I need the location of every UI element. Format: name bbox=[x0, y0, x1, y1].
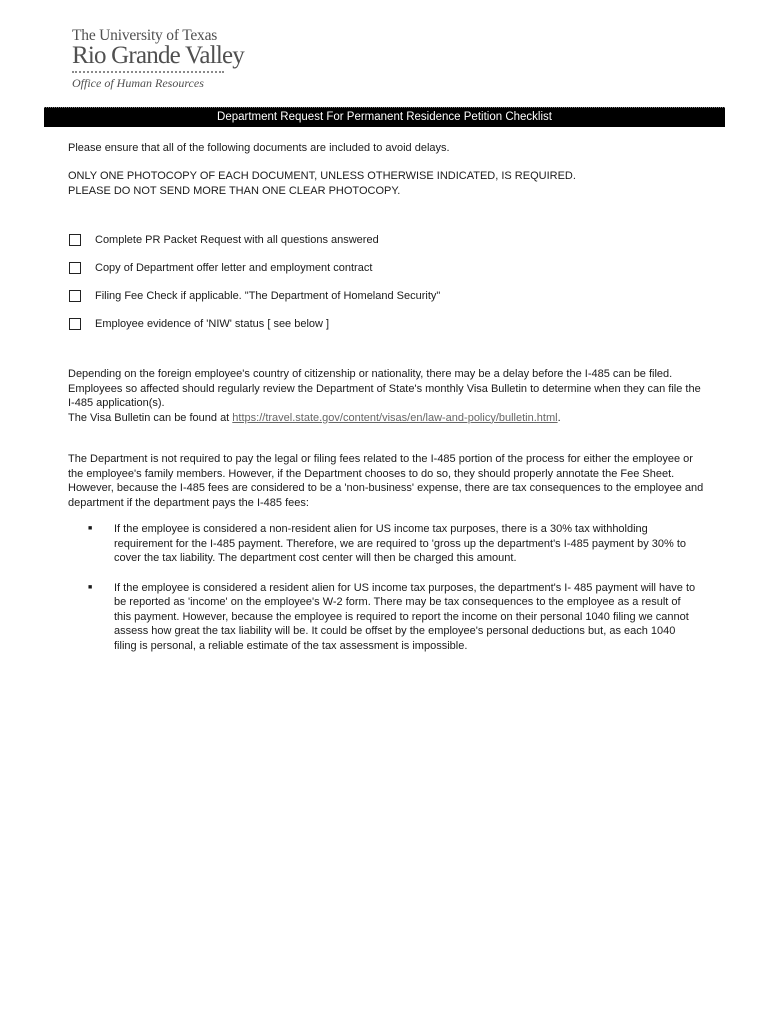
logo-office-text: Office of Human Resources bbox=[72, 76, 204, 90]
bullet-square-icon: ■ bbox=[88, 525, 93, 532]
list-item bbox=[88, 581, 700, 654]
logo-university-text: The University of Texas bbox=[72, 27, 218, 44]
page-title: Department Request For Permanent Residence Petition Checklist bbox=[44, 107, 725, 127]
checkbox[interactable] bbox=[69, 290, 81, 302]
tax-consequence-list bbox=[88, 522, 700, 668]
fees-paragraph: The Department is not required to pay the legal or filing fees related to the I-485 portion of the process for either the employee or the employee's family members. However, if the Department chooses to do so, they should properly annotate the Fee Sheet. However, because the I-485 fees are considered to be a 'non-business' expense, there are tax consequences to the employee and department if the department pays the I-485 fees: bbox=[68, 453, 704, 509]
visa-bulletin-paragraph bbox=[68, 367, 708, 425]
caps-line-2: PLEASE DO NOT SEND MORE THAN ONE CLEAR PHOTOCOPY. bbox=[68, 184, 401, 197]
checkbox[interactable] bbox=[69, 234, 81, 246]
checklist-item bbox=[68, 226, 708, 254]
visa-link-suffix: . bbox=[557, 411, 561, 424]
checkbox[interactable] bbox=[69, 262, 81, 274]
checklist-item-label: Filing Fee Check if applicable. "The Department of Homeland Security" bbox=[95, 290, 441, 302]
caps-line-1: ONLY ONE PHOTOCOPY OF EACH DOCUMENT, UNLESS OTHERWISE INDICATED, IS REQUIRED. bbox=[68, 170, 576, 182]
checklist-item-label: Complete PR Packet Request with all questions answered bbox=[95, 234, 379, 246]
intro-text: Please ensure that all of the following documents are included to avoid delays. bbox=[68, 142, 450, 154]
checklist-item-label: Copy of Department offer letter and employment contract bbox=[95, 262, 373, 274]
photocopy-instructions bbox=[68, 169, 708, 198]
logo-dotted-divider bbox=[72, 71, 224, 73]
visa-link-prefix: The Visa Bulletin can be found at bbox=[68, 411, 233, 424]
checklist-item bbox=[68, 282, 708, 310]
utrgv-logo bbox=[72, 28, 252, 91]
document-checklist bbox=[68, 226, 708, 338]
list-item-text: If the employee is considered a resident alien for US income tax purposes, the department's I- 485 payment will have to be reported as 'income' on the employee's W-2 form. There may be tax consequences to the employee as a result of this payment. However, because the employee is required to report the income on their personal 1040 filing we cannot assess how great the tax liability will be. It could be offset by the employee's personal deductions but, as each 1040 filing is personal, a reliable estimate of the tax assessment is impossible. bbox=[114, 581, 696, 652]
checklist-item bbox=[68, 310, 708, 338]
list-item-text: If the employee is considered a non-resident alien for US income tax purposes, there is a 30% tax withholding requirement for the I-485 payment. Therefore, we are required to 'gross up the department's I-485 payment by 30% to cover the tax liability. The department cost center will then be charged this amount. bbox=[114, 523, 687, 564]
logo-rgv-text: Rio Grande Valley bbox=[72, 42, 245, 69]
bullet-square-icon: ■ bbox=[88, 583, 93, 591]
checkbox[interactable] bbox=[69, 318, 81, 330]
visa-paragraph-text: Depending on the foreign employee's country of citizenship or nationality, there may be a delay before the I-485 can be filed. Employees so affected should regularly review the Department of State's monthly Visa Bulletin to determine when they can file the I-485 application(s). bbox=[68, 368, 701, 409]
list-item bbox=[88, 522, 700, 566]
visa-link-line bbox=[68, 411, 708, 426]
visa-bulletin-link[interactable]: https://travel.state.gov/content/visas/en/law-and-policy/bulletin.html bbox=[232, 411, 558, 424]
checklist-item-label: Employee evidence of 'NIW' status [ see below ] bbox=[95, 318, 330, 330]
checklist-item bbox=[68, 254, 708, 282]
